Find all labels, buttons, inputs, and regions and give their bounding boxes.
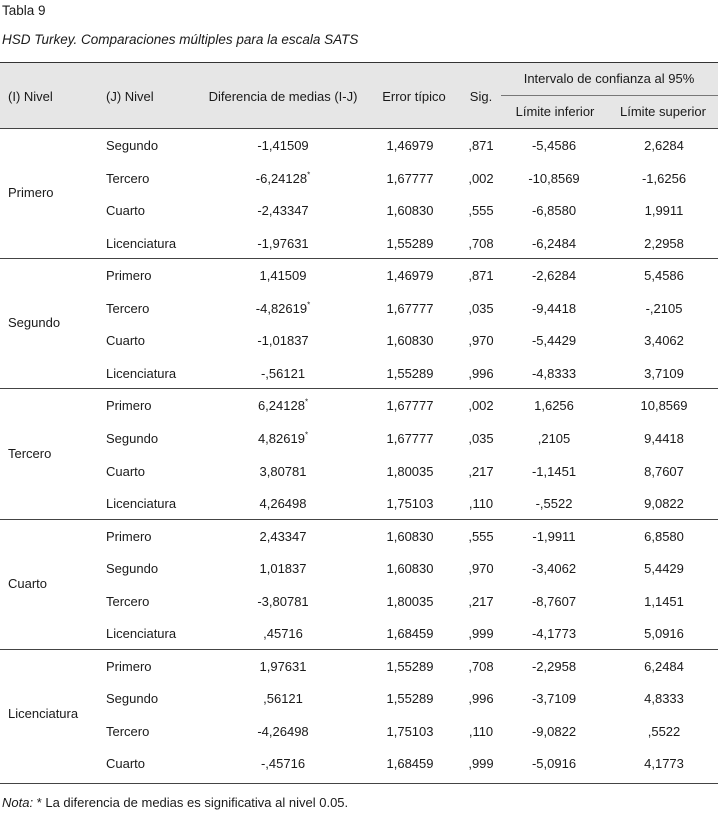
cell-sig: ,999 — [468, 626, 494, 642]
header-upper: Límite superior — [620, 104, 706, 119]
cell-sig: ,970 — [468, 561, 494, 577]
cell-lower: -2,2958 — [531, 658, 577, 674]
cell-upper: 4,1773 — [644, 756, 684, 772]
cell-diff-value: -2,43347 — [257, 203, 309, 219]
cell-diff — [260, 561, 307, 576]
cell-diff — [258, 398, 308, 413]
cell-lower: -8,7607 — [531, 593, 577, 609]
cell-sig: ,035 — [468, 430, 494, 446]
cell-sig: ,996 — [468, 691, 494, 707]
cell-upper: 4,8333 — [644, 691, 684, 707]
cell-diff — [257, 594, 308, 609]
header-diferencia: Diferencia de medias (I-J) — [208, 89, 358, 104]
cell-lower: -6,2484 — [531, 235, 577, 251]
cell-sig: ,871 — [468, 138, 494, 153]
cell-diff — [263, 626, 303, 641]
cell-error: 1,68459 — [386, 626, 434, 642]
cell-lower: -2,6284 — [531, 268, 577, 284]
note-text: * La diferencia de medias es significativa al nivel 0.05. — [33, 795, 349, 810]
ci-group-rule — [501, 95, 718, 96]
cell-sig: ,002 — [468, 170, 494, 186]
cell-diff-value: -4,82619 — [255, 300, 308, 316]
cell-j: Segundo — [106, 691, 159, 707]
cell-diff — [260, 496, 307, 511]
cell-error: 1,80035 — [386, 593, 434, 609]
cell-diff — [260, 659, 307, 674]
cell-j: Cuarto — [106, 333, 146, 349]
cell-diff — [257, 333, 308, 348]
cell-diff-value: -6,24128 — [255, 170, 308, 186]
header-ci-group: Intervalo de confianza al 95% — [523, 71, 695, 86]
header-bottom-rule — [0, 128, 718, 129]
cell-diff-value: 3,80781 — [259, 463, 307, 479]
cell-lower: 1,6256 — [534, 398, 574, 414]
cell-diff-value: -4,26498 — [257, 723, 309, 739]
cell-diff-value: 1,97631 — [259, 658, 307, 674]
cell-diff — [258, 431, 308, 446]
header-i-nivel: (I) Nivel — [8, 89, 53, 104]
cell-sig: ,970 — [468, 333, 494, 349]
cell-upper: 9,0822 — [644, 496, 684, 512]
cell-diff — [260, 529, 307, 544]
cell-lower: -5,0916 — [531, 756, 577, 772]
cell-j: Segundo — [106, 430, 159, 446]
cell-error: 1,60830 — [386, 561, 434, 577]
note-label: Nota: — [2, 795, 34, 810]
cell-error: 1,46979 — [386, 268, 434, 284]
cell-error: 1,60830 — [386, 203, 434, 219]
cell-lower: -,5522 — [535, 496, 573, 512]
cell-diff-value: 4,26498 — [259, 496, 307, 512]
cell-diff — [260, 268, 307, 283]
cell-error: 1,67777 — [386, 430, 434, 446]
header-lower: Límite inferior — [515, 104, 595, 119]
group-separator — [0, 258, 718, 259]
cell-lower: -4,1773 — [531, 626, 577, 642]
cell-lower: -10,8569 — [528, 170, 580, 186]
cell-diff-value: -,45716 — [260, 756, 306, 772]
group-separator — [0, 519, 718, 520]
significance-mark: * — [307, 300, 311, 310]
cell-diff-value: -3,80781 — [257, 593, 309, 609]
cell-sig: ,871 — [468, 268, 494, 284]
table-title: HSD Turkey. Comparaciones múltiples para la escala SATS — [2, 32, 359, 47]
cell-diff-value: -,56121 — [260, 365, 306, 381]
cell-upper: 3,7109 — [644, 365, 684, 381]
cell-lower: -5,4429 — [531, 333, 577, 349]
cell-diff-value: -1,01837 — [257, 333, 309, 349]
cell-diff — [257, 138, 308, 153]
cell-lower: ,2105 — [537, 430, 571, 446]
cell-j: Tercero — [106, 593, 150, 609]
cell-diff-value: ,45716 — [263, 626, 303, 642]
cell-lower: -9,4418 — [531, 300, 577, 316]
cell-diff-value: ,56121 — [263, 691, 303, 707]
cell-diff — [260, 464, 307, 479]
cell-sig: ,217 — [468, 593, 494, 609]
cell-upper: 9,4418 — [644, 430, 684, 446]
cell-upper: 5,4586 — [644, 268, 684, 284]
cell-sig: ,110 — [468, 496, 494, 512]
cell-error: 1,75103 — [386, 496, 434, 512]
cell-error: 1,67777 — [386, 398, 434, 414]
cell-j: Tercero — [106, 723, 150, 739]
cell-diff-value: 1,41509 — [259, 268, 307, 284]
significance-mark: * — [304, 430, 309, 440]
cell-upper: 3,4062 — [644, 333, 684, 349]
cell-diff-value: -1,97631 — [257, 235, 309, 251]
cell-diff-value: 4,82619 — [257, 430, 305, 446]
table-label: Tabla 9 — [2, 3, 46, 18]
cell-sig: ,996 — [468, 365, 494, 381]
cell-upper: 1,1451 — [644, 593, 684, 609]
cell-j: Segundo — [106, 561, 159, 577]
cell-upper: 6,8580 — [644, 528, 684, 544]
cell-lower: -9,0822 — [531, 723, 577, 739]
group-separator — [0, 649, 718, 650]
cell-sig: ,110 — [468, 723, 494, 739]
cell-error: 1,46979 — [386, 138, 434, 153]
cell-error: 1,55289 — [386, 365, 434, 381]
cell-error: 1,75103 — [386, 723, 434, 739]
cell-diff — [257, 724, 308, 739]
significance-mark: * — [304, 398, 309, 408]
cell-upper: 5,0916 — [644, 626, 684, 642]
cell-lower: -3,4062 — [531, 561, 577, 577]
cell-diff — [263, 691, 303, 706]
cell-lower: -3,7109 — [531, 691, 577, 707]
cell-diff — [261, 366, 305, 381]
cell-j: Primero — [106, 658, 152, 674]
group-name: Licenciatura — [8, 705, 79, 721]
cell-error: 1,68459 — [386, 756, 434, 772]
cell-upper: -,2105 — [645, 300, 683, 316]
group-name: Cuarto — [8, 575, 48, 591]
group-name: Tercero — [8, 445, 52, 461]
cell-j: Cuarto — [106, 203, 146, 219]
header-j-nivel: (J) Nivel — [106, 89, 154, 104]
cell-sig: ,708 — [468, 235, 494, 251]
cell-diff — [256, 301, 310, 316]
cell-upper: 5,4429 — [644, 561, 684, 577]
cell-j: Primero — [106, 268, 152, 284]
cell-j: Licenciatura — [106, 626, 177, 642]
cell-sig: ,217 — [468, 463, 494, 479]
cell-error: 1,67777 — [386, 170, 434, 186]
cell-diff-value: 1,01837 — [259, 561, 307, 577]
cell-upper: ,5522 — [647, 723, 681, 739]
cell-diff-value: -1,41509 — [257, 138, 309, 153]
cell-lower: -1,9911 — [532, 528, 576, 544]
cell-error: 1,60830 — [386, 333, 434, 349]
header-sig: Sig. — [469, 89, 493, 104]
cell-diff — [261, 756, 305, 771]
cell-upper: 8,7607 — [644, 463, 684, 479]
cell-j: Tercero — [106, 300, 150, 316]
cell-j: Cuarto — [106, 463, 146, 479]
cell-error: 1,80035 — [386, 463, 434, 479]
significance-mark: * — [307, 170, 311, 180]
table-bottom-rule — [0, 783, 718, 784]
cell-error: 1,55289 — [386, 658, 434, 674]
cell-j: Tercero — [106, 170, 150, 186]
cell-diff — [256, 171, 310, 186]
cell-upper: 10,8569 — [640, 398, 688, 414]
cell-sig: ,708 — [468, 658, 494, 674]
cell-upper: 2,6284 — [644, 138, 684, 153]
cell-diff — [257, 203, 308, 218]
table-note — [2, 795, 348, 810]
cell-j: Cuarto — [106, 756, 146, 772]
cell-lower: -1,1451 — [531, 463, 577, 479]
header-error: Error típico — [382, 89, 446, 104]
cell-diff — [257, 236, 308, 251]
cell-error: 1,67777 — [386, 300, 434, 316]
cell-upper: 2,2958 — [644, 235, 684, 251]
cell-error: 1,55289 — [386, 235, 434, 251]
cell-upper: -1,6256 — [641, 170, 687, 186]
group-name: Primero — [8, 185, 54, 201]
cell-sig: ,035 — [468, 300, 494, 316]
cell-sig: ,555 — [468, 528, 494, 544]
cell-j: Segundo — [106, 138, 159, 153]
cell-error: 1,60830 — [386, 528, 434, 544]
cell-error: 1,55289 — [386, 691, 434, 707]
cell-upper: 6,2484 — [644, 658, 684, 674]
cell-lower: -4,8333 — [531, 365, 577, 381]
cell-lower: -5,4586 — [531, 138, 577, 153]
cell-diff-value: 6,24128 — [257, 398, 305, 414]
cell-lower: -6,8580 — [531, 203, 577, 219]
cell-j: Licenciatura — [106, 496, 177, 512]
cell-sig: ,999 — [468, 756, 494, 772]
cell-diff-value: 2,43347 — [259, 528, 307, 544]
cell-j: Primero — [106, 398, 152, 414]
cell-sig: ,555 — [468, 203, 494, 219]
cell-j: Licenciatura — [106, 235, 177, 251]
cell-j: Licenciatura — [106, 365, 177, 381]
cell-upper: 1,9911 — [644, 203, 684, 219]
cell-sig: ,002 — [468, 398, 494, 414]
group-separator — [0, 388, 718, 389]
cell-j: Primero — [106, 528, 152, 544]
header-top-rule — [0, 62, 718, 63]
group-name: Segundo — [8, 315, 61, 331]
